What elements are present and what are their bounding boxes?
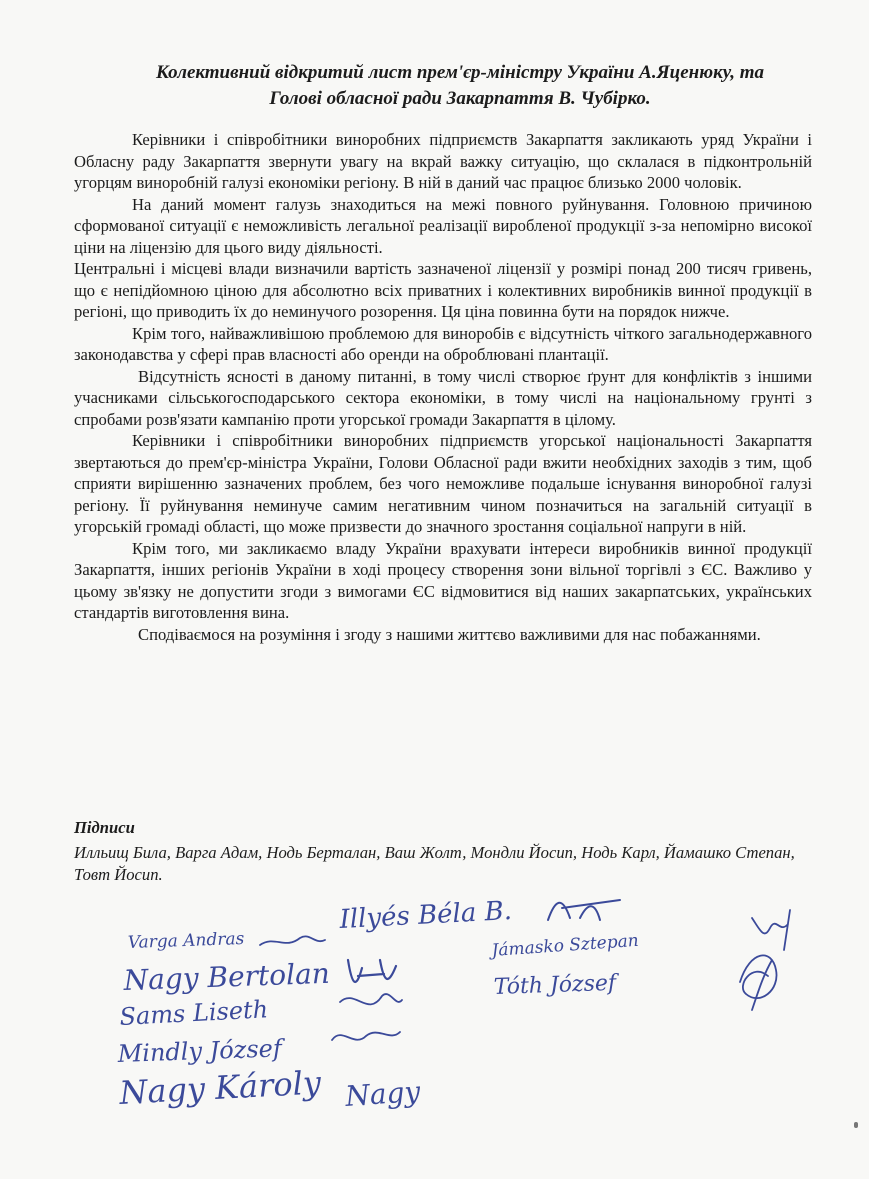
paragraph-4: Крім того, найважливішою проблемою для виноробів є відсутність чіткого загальнодержавного законодавства у сфері прав власності або оренди на оброблювані плантації.	[74, 323, 812, 364]
signature-toth-jozsef	[493, 971, 620, 1000]
svg-text:Nagy Bertolan: Nagy Bertolan	[123, 956, 331, 997]
signature-illyes-bela	[338, 896, 620, 935]
paragraph-5: Відсутність ясності в даному питанні, в тому числі створює ґрунт для конфліктів з іншими учасниками сільськогосподарського сектора економіки, в тому числі на національному грунті з спробами розв'язати кампанію проти угорської громади Закарпаття в цілому.	[74, 366, 812, 429]
signatures-heading: Підписи	[74, 818, 135, 837]
paragraph-6: Керівники і співробітники виноробних підприємств угорської національності Закарпаття звертаються до прем'єр-міністра України, Голови Обласної ради вжити необхідних заходів з тим, щоб сприяти вирішенню зазначених проблем, без чого неможливе подальше існування виноробної галузі регіону. Її руйнування неминуче самим негативним чином позначиться на загальній ситуації в угорській громаді області, що може призвести до значного зростання соціальної напруги в ній.	[74, 431, 812, 536]
page-speck	[854, 1122, 858, 1128]
svg-text:Nagy: Nagy	[344, 1074, 422, 1113]
svg-text:Mindly József: Mindly József	[117, 1034, 283, 1068]
signature-mondly-jozsef	[116, 1032, 400, 1068]
signature-nagy-bertalan	[122, 957, 396, 997]
handwritten-signatures	[100, 890, 820, 1120]
svg-text:Sams Liseth: Sams Liseth	[118, 995, 269, 1031]
signature-jamasko-sztepan	[488, 931, 639, 961]
letter-title	[60, 60, 860, 112]
svg-text:Varga Andras: Varga Andras	[127, 928, 245, 953]
signature-scribble	[740, 910, 790, 1010]
svg-text:Tóth József: Tóth József	[493, 970, 617, 1000]
svg-text:Illyés Béla B.: Illyés Béla B.	[338, 896, 513, 935]
svg-text:Nagy Károly: Nagy Károly	[118, 1063, 322, 1112]
paragraph-2: На даний момент галузь знаходиться на межі повного руйнування. Головною причиною сформованої ситуації є неможливість легальної реалізації виробленої продукції з-за непомірно високої ціни на ліцензію для цього виду діяльності.	[74, 194, 812, 257]
signatories-list: Илльищ Била, Варга Адам, Нодь Берталан, Ваш Жолт, Мондли Йосип, Нодь Карл, Йамашко Степан, Товт Йосип.	[74, 843, 795, 884]
paragraph-8: Сподіваємося на розуміння і згоду з нашими життєво важливими для нас побажаннями.	[138, 624, 761, 644]
signature-varga-andras	[127, 929, 325, 953]
signature-nagy-karoly	[117, 1063, 422, 1113]
title-line-1: Колективний відкритий лист прем'єр-міністру України А.Яценюку, та	[156, 62, 764, 83]
paragraph-1: Керівники і співробітники винoробних підприємств Закарпаття закликають уряд України і Обласну раду Закарпаття звернути увагу на вкрай важку ситуацію, що склалася в підконтрольній угорцям виноробній галузі економіки регіону. В ній в даний час працює близько 2000 чоловік.	[74, 130, 812, 192]
paragraph-7: Крім того, ми закликаємо владу України врахувати інтереси виробників винної продукції Закарпаття, інших регіонів України в ході процесу створення зони вільної торгівлі з ЄС. Важливо у цьому зв'язку не допустити згоди з вимогами ЄС відмовитися від наших закарпатських, українських стандартів виготовлення вина.	[74, 538, 812, 622]
title-line-2: Голові обласної ради Закарпаття В. Чубірко.	[269, 88, 651, 109]
letter-body	[74, 129, 812, 645]
paragraph-3: Центральні і місцеві влади визначили вартість зазначеної ліцензії у розмірі понад 200 тисяч гривень, що є непідйомною ціною для абсолютно всіх приватних і колективних виробників винної продукції в регіоні, що приводить їх до неминучого розорення. Ця ціна повинна бути на порядок нижче.	[74, 259, 812, 321]
signature-lisett	[119, 994, 402, 1031]
svg-text:Jámasko Sztepan: Jámasko Sztepan	[490, 930, 640, 961]
